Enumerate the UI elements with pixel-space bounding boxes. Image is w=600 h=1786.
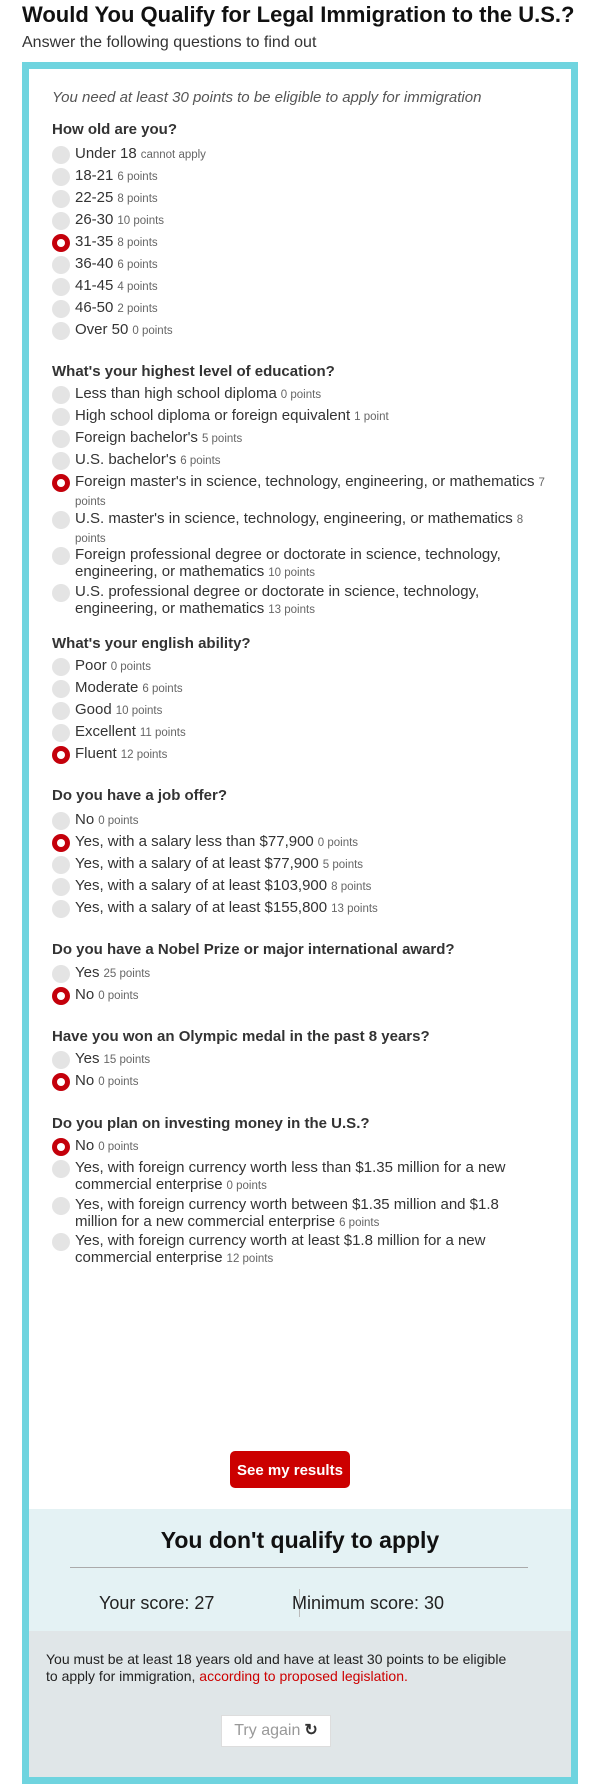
- radio-unselected-icon[interactable]: [52, 702, 70, 720]
- option-text: [75, 745, 545, 764]
- radio-unselected-icon[interactable]: [52, 965, 70, 983]
- option-points: 5 points: [201, 433, 243, 445]
- radio-unselected-icon[interactable]: [52, 1160, 70, 1178]
- option-label: Over 50: [75, 321, 129, 338]
- legislation-link[interactable]: according to proposed legislation.: [199, 1668, 408, 1684]
- radio-unselected-icon[interactable]: [52, 256, 70, 274]
- option-label: U.S. professional degree or doctorate in science, technology, engineering, or mathematics: [75, 583, 480, 617]
- option-points: 6 points: [117, 259, 158, 271]
- option-label: Yes, with a salary of at least $77,900: [75, 855, 319, 872]
- option-points: 25 points: [103, 968, 151, 980]
- option-text: [75, 546, 545, 582]
- result-panel: [29, 1509, 571, 1777]
- option-label: Moderate: [75, 679, 139, 696]
- option-label: 36-40: [75, 255, 114, 272]
- result-note-area: [29, 1631, 571, 1777]
- option-points: 0 points: [132, 325, 173, 337]
- option-text: [75, 1159, 545, 1195]
- radio-unselected-icon[interactable]: [52, 724, 70, 742]
- radio-unselected-icon[interactable]: [52, 452, 70, 470]
- radio-unselected-icon[interactable]: [52, 584, 70, 602]
- option-label: No: [75, 1137, 95, 1154]
- option-label: Yes: [75, 1050, 100, 1067]
- option-text: [75, 473, 545, 511]
- option-text: [75, 964, 545, 983]
- radio-selected-icon[interactable]: [52, 1073, 70, 1091]
- option-label: Yes, with a salary of at least $103,900: [75, 877, 328, 894]
- radio-selected-icon[interactable]: [52, 234, 70, 252]
- option-text: [75, 233, 545, 252]
- option-points: 10 points: [268, 567, 315, 579]
- result-heading: You don't qualify to apply: [160, 1527, 440, 1553]
- result-note-text: You must be at least 18 years old and have at least 30 points to be eligible to apply for immigration,: [46, 1651, 507, 1684]
- try-again-button[interactable]: [221, 1715, 331, 1747]
- option-text: [75, 657, 545, 676]
- option-text: [75, 451, 545, 470]
- option-text: [75, 899, 545, 918]
- option-points: 13 points: [331, 903, 378, 915]
- option-points: 0 points: [226, 1180, 267, 1192]
- radio-unselected-icon[interactable]: [52, 511, 70, 529]
- option-label: Fluent: [75, 745, 117, 762]
- option-points: 1 point: [354, 411, 389, 423]
- option-points: 7 points: [75, 477, 545, 508]
- option-label: Less than high school diploma: [75, 385, 277, 402]
- page-subtitle: Answer the following questions to find out: [22, 34, 317, 51]
- option-points: 13 points: [268, 604, 315, 616]
- radio-unselected-icon[interactable]: [52, 812, 70, 830]
- option-label: U.S. master's in science, technology, engineering, or mathematics: [75, 510, 513, 527]
- option-points: 6 points: [339, 1217, 380, 1229]
- quiz-intro: You need at least 30 points to be eligible to apply for immigration: [52, 89, 482, 106]
- option-text: [75, 145, 545, 164]
- option-points: 4 points: [117, 281, 158, 293]
- option-label: Foreign bachelor's: [75, 429, 198, 446]
- option-text: [75, 701, 545, 720]
- option-text: [75, 167, 545, 186]
- option-points: 0 points: [317, 837, 359, 849]
- option-text: [75, 679, 545, 698]
- option-label: 31-35: [75, 233, 114, 250]
- radio-selected-icon[interactable]: [52, 1138, 70, 1156]
- option-label: No: [75, 986, 95, 1003]
- see-results-button[interactable]: See my results: [230, 1451, 350, 1488]
- question-heading: Do you have a job offer?: [52, 787, 228, 804]
- option-points: 8 points: [117, 237, 158, 249]
- option-text: [75, 189, 545, 208]
- option-label: 41-45: [75, 277, 114, 294]
- option-label: No: [75, 1072, 95, 1089]
- page-title: Would You Qualify for Legal Immigration to the U.S.?: [22, 2, 575, 27]
- option-points: 8 points: [331, 881, 372, 893]
- option-points: 0 points: [98, 990, 139, 1002]
- radio-unselected-icon[interactable]: [52, 878, 70, 896]
- radio-unselected-icon[interactable]: [52, 430, 70, 448]
- radio-selected-icon[interactable]: [52, 987, 70, 1005]
- option-text: [75, 833, 545, 852]
- option-label: Yes, with foreign currency worth less than $1.35 million for a new commercial enterprise: [75, 1159, 506, 1193]
- option-text: [75, 321, 545, 340]
- option-label: Under 18: [75, 145, 137, 162]
- option-points: 6 points: [117, 171, 158, 183]
- option-points: 6 points: [142, 683, 183, 695]
- option-label: 18-21: [75, 167, 114, 184]
- option-points: 10 points: [117, 215, 165, 227]
- option-label: Yes, with foreign currency worth at least $1.8 million for a new commercial enterprise: [75, 1232, 486, 1266]
- radio-unselected-icon[interactable]: [52, 146, 70, 164]
- quiz-container: [22, 62, 578, 1784]
- option-text: [75, 811, 545, 830]
- radio-unselected-icon[interactable]: [52, 408, 70, 426]
- radio-selected-icon[interactable]: [52, 746, 70, 764]
- radio-unselected-icon[interactable]: [52, 1051, 70, 1069]
- option-label: Yes: [75, 964, 100, 981]
- radio-unselected-icon[interactable]: [52, 856, 70, 874]
- option-label: 26-30: [75, 211, 114, 228]
- option-label: Foreign professional degree or doctorate in science, technology, engineering, or mathematics: [75, 546, 501, 580]
- try-again-label: Try again: [234, 1722, 301, 1739]
- option-text: [75, 877, 545, 896]
- option-text: [75, 385, 545, 404]
- option-text: [75, 429, 545, 448]
- option-label: 46-50: [75, 299, 114, 316]
- result-note: [46, 1651, 516, 1685]
- option-text: [75, 1072, 545, 1091]
- option-text: [75, 407, 545, 426]
- minimum-score: Minimum score: 30: [292, 1593, 445, 1613]
- option-points: 8 points: [75, 514, 524, 545]
- option-points: 15 points: [103, 1054, 151, 1066]
- option-text: [75, 855, 545, 874]
- option-label: Yes, with a salary of at least $155,800: [75, 899, 328, 916]
- radio-unselected-icon[interactable]: [52, 658, 70, 676]
- radio-unselected-icon[interactable]: [52, 900, 70, 918]
- option-points: 0 points: [280, 389, 322, 401]
- question-heading: Do you have a Nobel Prize or major international award?: [52, 941, 455, 958]
- option-points: 10 points: [115, 705, 163, 717]
- option-label: Good: [75, 701, 112, 718]
- question-heading: What's your english ability?: [52, 635, 251, 652]
- option-points: 0 points: [98, 1141, 139, 1153]
- option-text: [75, 1137, 545, 1156]
- option-points: 0 points: [110, 661, 151, 673]
- radio-selected-icon[interactable]: [52, 474, 70, 492]
- radio-unselected-icon[interactable]: [52, 168, 70, 186]
- radio-unselected-icon[interactable]: [52, 300, 70, 318]
- option-label: U.S. bachelor's: [75, 451, 177, 468]
- option-points: 6 points: [180, 455, 221, 467]
- question-heading: Do you plan on investing money in the U.S.?: [52, 1115, 370, 1132]
- radio-unselected-icon[interactable]: [52, 1197, 70, 1215]
- radio-selected-icon[interactable]: [52, 834, 70, 852]
- question-heading: How old are you?: [52, 121, 178, 138]
- radio-unselected-icon[interactable]: [52, 322, 70, 340]
- your-score: Your score: 27: [99, 1593, 215, 1613]
- option-text: [75, 510, 545, 548]
- radio-unselected-icon[interactable]: [52, 278, 70, 296]
- radio-unselected-icon[interactable]: [52, 547, 70, 565]
- option-text: [75, 211, 545, 230]
- radio-unselected-icon[interactable]: [52, 190, 70, 208]
- radio-unselected-icon[interactable]: [52, 386, 70, 404]
- option-text: [75, 986, 545, 1005]
- option-label: Yes, with a salary less than $77,900: [75, 833, 314, 850]
- radio-unselected-icon[interactable]: [52, 1233, 70, 1251]
- result-divider: [70, 1567, 528, 1568]
- option-label: High school diploma or foreign equivalent: [75, 407, 351, 424]
- option-label: No: [75, 811, 95, 828]
- option-points: 0 points: [98, 1076, 139, 1088]
- option-points: 12 points: [120, 749, 168, 761]
- quiz-inner: [29, 69, 571, 1777]
- radio-unselected-icon[interactable]: [52, 680, 70, 698]
- option-text: [75, 1196, 545, 1232]
- option-text: [75, 583, 545, 619]
- option-points: 2 points: [117, 303, 158, 315]
- option-label: Excellent: [75, 723, 136, 740]
- option-label: Poor: [75, 657, 107, 674]
- option-label: Foreign master's in science, technology, engineering, or mathematics: [75, 473, 535, 490]
- reload-icon: ↻: [304, 1722, 318, 1739]
- option-text: [75, 255, 545, 274]
- option-points: 5 points: [322, 859, 364, 871]
- option-points: cannot apply: [140, 149, 206, 161]
- option-text: [75, 1232, 545, 1268]
- radio-unselected-icon[interactable]: [52, 212, 70, 230]
- option-text: [75, 277, 545, 296]
- option-points: 0 points: [98, 815, 139, 827]
- option-points: 12 points: [226, 1253, 274, 1265]
- option-label: 22-25: [75, 189, 114, 206]
- option-label: Yes, with foreign currency worth between $1.35 million and $1.8 million for a new commercial enterprise: [75, 1196, 499, 1230]
- question-heading: Have you won an Olympic medal in the past 8 years?: [52, 1028, 430, 1045]
- question-heading: What's your highest level of education?: [52, 363, 335, 380]
- option-points: 11 points: [139, 727, 186, 739]
- option-text: [75, 723, 545, 742]
- option-text: [75, 299, 545, 318]
- option-text: [75, 1050, 545, 1069]
- option-points: 8 points: [117, 193, 158, 205]
